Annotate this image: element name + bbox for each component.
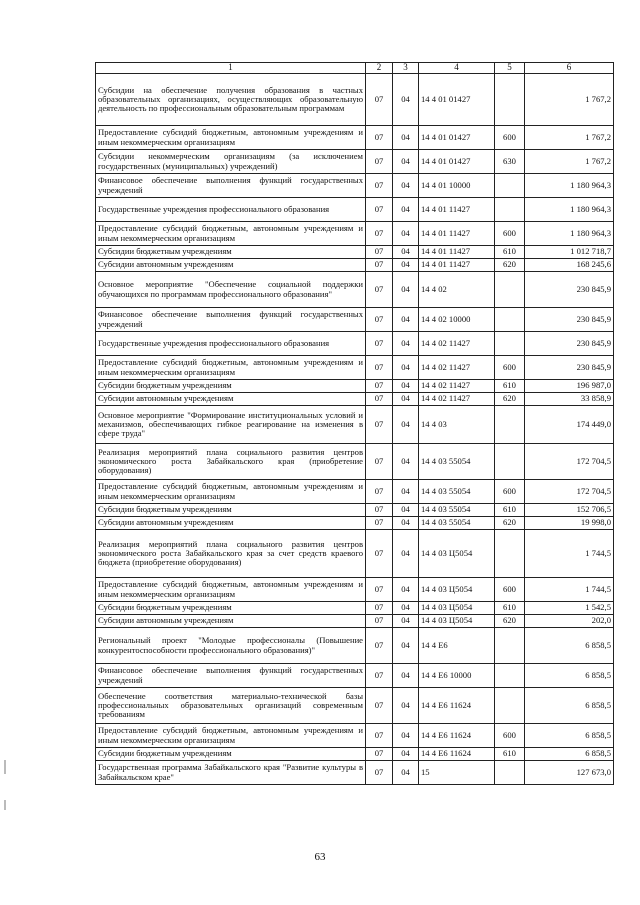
row-expense-type: 610 bbox=[495, 602, 525, 615]
row-subsection: 04 bbox=[393, 198, 419, 222]
table-row bbox=[96, 664, 614, 688]
row-name: Предоставление субсидий бюджетным, автономным учреждениям и иным некоммерческим организациям bbox=[96, 356, 366, 380]
header-col-5: 5 bbox=[495, 63, 525, 74]
row-section: 07 bbox=[366, 530, 393, 578]
row-amount: 230 845,9 bbox=[525, 332, 614, 356]
table-row bbox=[96, 74, 614, 126]
row-name: Субсидии автономным учреждениям bbox=[96, 259, 366, 272]
row-amount: 1 767,2 bbox=[525, 150, 614, 174]
table-row bbox=[96, 480, 614, 504]
row-amount: 33 858,9 bbox=[525, 393, 614, 406]
row-section: 07 bbox=[366, 272, 393, 308]
row-expense-type bbox=[495, 761, 525, 785]
row-amount: 230 845,9 bbox=[525, 272, 614, 308]
row-target-article: 14 4 01 11427 bbox=[419, 246, 495, 259]
row-amount: 1 744,5 bbox=[525, 578, 614, 602]
row-subsection: 04 bbox=[393, 150, 419, 174]
row-section: 07 bbox=[366, 308, 393, 332]
row-name: Региональный проект "Молодые профессионалы (Повышение конкурентоспособности профессионального образования)" bbox=[96, 628, 366, 664]
row-section: 07 bbox=[366, 222, 393, 246]
row-name: Субсидии бюджетным учреждениям bbox=[96, 748, 366, 761]
row-subsection: 04 bbox=[393, 308, 419, 332]
table-row bbox=[96, 332, 614, 356]
row-expense-type bbox=[495, 530, 525, 578]
row-name: Субсидии на обеспечение получения образования в частных образовательных организациях, осуществляющих образовательную деятельность по профессиональным образовательным программам bbox=[96, 74, 366, 126]
row-name: Субсидии бюджетным учреждениям bbox=[96, 504, 366, 517]
row-target-article: 14 4 02 11427 bbox=[419, 332, 495, 356]
row-amount: 1 180 964,3 bbox=[525, 174, 614, 198]
row-target-article: 15 bbox=[419, 761, 495, 785]
row-section: 07 bbox=[366, 198, 393, 222]
header-col-1: 1 bbox=[96, 63, 366, 74]
row-target-article: 14 4 01 01427 bbox=[419, 74, 495, 126]
row-target-article: 14 4 01 11427 bbox=[419, 222, 495, 246]
row-expense-type: 630 bbox=[495, 150, 525, 174]
row-target-article: 14 4 03 55054 bbox=[419, 504, 495, 517]
row-expense-type: 620 bbox=[495, 393, 525, 406]
row-subsection: 04 bbox=[393, 578, 419, 602]
row-section: 07 bbox=[366, 259, 393, 272]
budget-table bbox=[95, 62, 614, 785]
table-row bbox=[96, 444, 614, 480]
row-subsection: 04 bbox=[393, 246, 419, 259]
row-name: Субсидии автономным учреждениям bbox=[96, 517, 366, 530]
row-subsection: 04 bbox=[393, 480, 419, 504]
row-expense-type: 600 bbox=[495, 578, 525, 602]
row-name: Реализация мероприятий плана социального развития центров экономического роста Забайкальского края за счет средств краевого бюджета (приобретение оборудования) bbox=[96, 530, 366, 578]
row-subsection: 04 bbox=[393, 332, 419, 356]
row-target-article: 14 4 Е6 11624 bbox=[419, 748, 495, 761]
row-subsection: 04 bbox=[393, 724, 419, 748]
row-name: Реализация мероприятий плана социального развития центров экономического роста Забайкальского края (приобретение оборудования) bbox=[96, 444, 366, 480]
row-section: 07 bbox=[366, 74, 393, 126]
header-col-4: 4 bbox=[419, 63, 495, 74]
row-amount: 168 245,6 bbox=[525, 259, 614, 272]
row-target-article: 14 4 03 bbox=[419, 406, 495, 444]
row-target-article: 14 4 02 bbox=[419, 272, 495, 308]
row-section: 07 bbox=[366, 688, 393, 724]
row-subsection: 04 bbox=[393, 259, 419, 272]
row-subsection: 04 bbox=[393, 602, 419, 615]
row-section: 07 bbox=[366, 444, 393, 480]
table-row bbox=[96, 406, 614, 444]
row-amount: 6 858,5 bbox=[525, 664, 614, 688]
page-number: 63 bbox=[314, 851, 326, 863]
row-expense-type bbox=[495, 628, 525, 664]
row-subsection: 04 bbox=[393, 530, 419, 578]
row-subsection: 04 bbox=[393, 380, 419, 393]
table-row bbox=[96, 761, 614, 785]
row-section: 07 bbox=[366, 664, 393, 688]
row-subsection: 04 bbox=[393, 222, 419, 246]
row-section: 07 bbox=[366, 602, 393, 615]
row-section: 07 bbox=[366, 761, 393, 785]
row-subsection: 04 bbox=[393, 504, 419, 517]
table-row bbox=[96, 246, 614, 259]
row-expense-type bbox=[495, 74, 525, 126]
row-section: 07 bbox=[366, 150, 393, 174]
row-expense-type bbox=[495, 444, 525, 480]
scan-edge-mark bbox=[4, 760, 6, 774]
row-expense-type: 610 bbox=[495, 380, 525, 393]
row-expense-type: 600 bbox=[495, 480, 525, 504]
row-target-article: 14 4 03 Ц5054 bbox=[419, 615, 495, 628]
row-subsection: 04 bbox=[393, 356, 419, 380]
row-target-article: 14 4 03 Ц5054 bbox=[419, 602, 495, 615]
table-row bbox=[96, 272, 614, 308]
row-target-article: 14 4 01 01427 bbox=[419, 126, 495, 150]
row-expense-type bbox=[495, 688, 525, 724]
row-expense-type: 620 bbox=[495, 517, 525, 530]
row-subsection: 04 bbox=[393, 174, 419, 198]
table-row bbox=[96, 308, 614, 332]
table-row bbox=[96, 222, 614, 246]
row-section: 07 bbox=[366, 393, 393, 406]
table-row bbox=[96, 530, 614, 578]
table-row bbox=[96, 356, 614, 380]
row-expense-type bbox=[495, 664, 525, 688]
header-col-6: 6 bbox=[525, 63, 614, 74]
row-section: 07 bbox=[366, 504, 393, 517]
row-name: Предоставление субсидий бюджетным, автономным учреждениям и иным некоммерческим организациям bbox=[96, 222, 366, 246]
row-name: Субсидии автономным учреждениям bbox=[96, 393, 366, 406]
row-subsection: 04 bbox=[393, 615, 419, 628]
row-name: Основное мероприятие "Формирование институциональных условий и механизмов, обеспечивающих гибкое реагирование на изменения в сфере труда" bbox=[96, 406, 366, 444]
row-section: 07 bbox=[366, 356, 393, 380]
row-subsection: 04 bbox=[393, 664, 419, 688]
row-section: 07 bbox=[366, 380, 393, 393]
row-target-article: 14 4 03 Ц5054 bbox=[419, 578, 495, 602]
row-name: Основное мероприятие "Обеспечение социальной поддержки обучающихся по программам профессионального образования" bbox=[96, 272, 366, 308]
row-target-article: 14 4 01 11427 bbox=[419, 198, 495, 222]
row-target-article: 14 4 02 10000 bbox=[419, 308, 495, 332]
table-row bbox=[96, 724, 614, 748]
table-row bbox=[96, 126, 614, 150]
row-name: Обеспечение соответствия материально-технической базы профессиональных образовательных организаций современным требованиям bbox=[96, 688, 366, 724]
row-amount: 6 858,5 bbox=[525, 748, 614, 761]
table-row bbox=[96, 628, 614, 664]
row-section: 07 bbox=[366, 517, 393, 530]
header-col-3: 3 bbox=[393, 63, 419, 74]
row-target-article: 14 4 01 01427 bbox=[419, 150, 495, 174]
row-target-article: 14 4 Е6 10000 bbox=[419, 664, 495, 688]
table-row bbox=[96, 150, 614, 174]
row-name: Субсидии бюджетным учреждениям bbox=[96, 602, 366, 615]
row-subsection: 04 bbox=[393, 126, 419, 150]
table-row bbox=[96, 602, 614, 615]
table-row bbox=[96, 380, 614, 393]
row-target-article: 14 4 03 55054 bbox=[419, 517, 495, 530]
row-name: Субсидии автономным учреждениям bbox=[96, 615, 366, 628]
row-target-article: 14 4 02 11427 bbox=[419, 393, 495, 406]
header-col-2: 2 bbox=[366, 63, 393, 74]
row-amount: 6 858,5 bbox=[525, 688, 614, 724]
row-amount: 230 845,9 bbox=[525, 308, 614, 332]
row-amount: 152 706,5 bbox=[525, 504, 614, 517]
row-target-article: 14 4 Е6 11624 bbox=[419, 724, 495, 748]
table-row bbox=[96, 578, 614, 602]
row-name: Государственные учреждения профессионального образования bbox=[96, 198, 366, 222]
row-section: 07 bbox=[366, 615, 393, 628]
row-expense-type: 600 bbox=[495, 222, 525, 246]
table-row bbox=[96, 517, 614, 530]
row-name: Финансовое обеспечение выполнения функций государственных учреждений bbox=[96, 664, 366, 688]
row-amount: 1 744,5 bbox=[525, 530, 614, 578]
row-subsection: 04 bbox=[393, 393, 419, 406]
row-name: Предоставление субсидий бюджетным, автономным учреждениям и иным некоммерческим организациям bbox=[96, 578, 366, 602]
table-row bbox=[96, 174, 614, 198]
row-amount: 172 704,5 bbox=[525, 480, 614, 504]
row-amount: 1 180 964,3 bbox=[525, 198, 614, 222]
row-section: 07 bbox=[366, 628, 393, 664]
row-amount: 1 767,2 bbox=[525, 74, 614, 126]
row-name: Финансовое обеспечение выполнения функций государственных учреждений bbox=[96, 174, 366, 198]
row-target-article: 14 4 03 55054 bbox=[419, 444, 495, 480]
row-name: Финансовое обеспечение выполнения функций государственных учреждений bbox=[96, 308, 366, 332]
row-subsection: 04 bbox=[393, 761, 419, 785]
row-expense-type: 620 bbox=[495, 259, 525, 272]
row-subsection: 04 bbox=[393, 406, 419, 444]
row-amount: 19 998,0 bbox=[525, 517, 614, 530]
row-amount: 6 858,5 bbox=[525, 628, 614, 664]
row-expense-type: 610 bbox=[495, 246, 525, 259]
row-expense-type: 610 bbox=[495, 748, 525, 761]
row-expense-type bbox=[495, 198, 525, 222]
row-amount: 1 180 964,3 bbox=[525, 222, 614, 246]
row-expense-type bbox=[495, 272, 525, 308]
row-expense-type: 620 bbox=[495, 615, 525, 628]
table-row bbox=[96, 615, 614, 628]
row-subsection: 04 bbox=[393, 444, 419, 480]
row-amount: 230 845,9 bbox=[525, 356, 614, 380]
row-section: 07 bbox=[366, 406, 393, 444]
row-subsection: 04 bbox=[393, 628, 419, 664]
row-amount: 1 767,2 bbox=[525, 126, 614, 150]
table-body bbox=[96, 74, 614, 785]
row-expense-type: 600 bbox=[495, 126, 525, 150]
row-target-article: 14 4 Е6 bbox=[419, 628, 495, 664]
row-name: Субсидии бюджетным учреждениям bbox=[96, 380, 366, 393]
row-section: 07 bbox=[366, 332, 393, 356]
table-header-row bbox=[96, 63, 614, 74]
row-section: 07 bbox=[366, 246, 393, 259]
row-section: 07 bbox=[366, 724, 393, 748]
row-name: Субсидии некоммерческим организациям (за исключением государственных (муниципальных) учреждений) bbox=[96, 150, 366, 174]
scan-edge-mark bbox=[4, 800, 6, 810]
row-amount: 174 449,0 bbox=[525, 406, 614, 444]
table-row bbox=[96, 688, 614, 724]
row-subsection: 04 bbox=[393, 688, 419, 724]
row-section: 07 bbox=[366, 578, 393, 602]
table-row bbox=[96, 198, 614, 222]
row-expense-type bbox=[495, 332, 525, 356]
row-subsection: 04 bbox=[393, 74, 419, 126]
table-row bbox=[96, 748, 614, 761]
row-section: 07 bbox=[366, 748, 393, 761]
row-amount: 172 704,5 bbox=[525, 444, 614, 480]
row-subsection: 04 bbox=[393, 748, 419, 761]
row-expense-type: 610 bbox=[495, 504, 525, 517]
row-name: Предоставление субсидий бюджетным, автономным учреждениям и иным некоммерческим организациям bbox=[96, 480, 366, 504]
row-name: Предоставление субсидий бюджетным, автономным учреждениям и иным некоммерческим организациям bbox=[96, 126, 366, 150]
row-target-article: 14 4 03 55054 bbox=[419, 480, 495, 504]
row-expense-type bbox=[495, 406, 525, 444]
table-row bbox=[96, 504, 614, 517]
row-section: 07 bbox=[366, 480, 393, 504]
row-name: Государственные учреждения профессионального образования bbox=[96, 332, 366, 356]
row-subsection: 04 bbox=[393, 272, 419, 308]
row-subsection: 04 bbox=[393, 517, 419, 530]
row-name: Субсидии бюджетным учреждениям bbox=[96, 246, 366, 259]
row-target-article: 14 4 01 10000 bbox=[419, 174, 495, 198]
table-row bbox=[96, 393, 614, 406]
row-target-article: 14 4 03 Ц5054 bbox=[419, 530, 495, 578]
table-row bbox=[96, 259, 614, 272]
row-section: 07 bbox=[366, 126, 393, 150]
row-amount: 202,0 bbox=[525, 615, 614, 628]
row-amount: 1 542,5 bbox=[525, 602, 614, 615]
row-amount: 1 012 718,7 bbox=[525, 246, 614, 259]
row-target-article: 14 4 01 11427 bbox=[419, 259, 495, 272]
row-expense-type bbox=[495, 174, 525, 198]
row-amount: 196 987,0 bbox=[525, 380, 614, 393]
row-target-article: 14 4 02 11427 bbox=[419, 356, 495, 380]
row-target-article: 14 4 Е6 11624 bbox=[419, 688, 495, 724]
row-expense-type: 600 bbox=[495, 724, 525, 748]
row-name: Государственная программа Забайкальского края "Развитие культуры в Забайкальском крае" bbox=[96, 761, 366, 785]
row-expense-type bbox=[495, 308, 525, 332]
row-target-article: 14 4 02 11427 bbox=[419, 380, 495, 393]
row-amount: 6 858,5 bbox=[525, 724, 614, 748]
row-expense-type: 600 bbox=[495, 356, 525, 380]
row-section: 07 bbox=[366, 174, 393, 198]
row-amount: 127 673,0 bbox=[525, 761, 614, 785]
row-name: Предоставление субсидий бюджетным, автономным учреждениям и иным некоммерческим организациям bbox=[96, 724, 366, 748]
